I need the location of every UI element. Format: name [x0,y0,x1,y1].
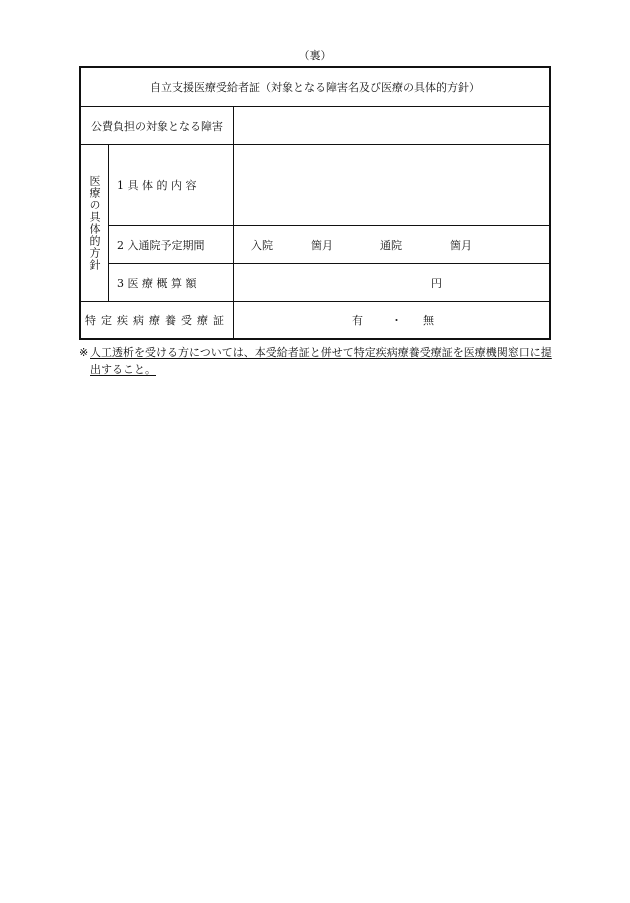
medical-plan-block [81,145,549,302]
certificate-form-table [79,66,551,340]
specified-disease-row [81,302,549,338]
form-title: 自立支援医療受給者証（対象となる障害名及び医療の具体的方針） [150,81,480,94]
option-yes[interactable]: 有 [352,314,363,327]
cost-unit: 円 [431,277,442,290]
plan-period-label: 2 入通院予定期間 [109,226,234,263]
plan-cost-field[interactable] [234,264,549,302]
specified-disease-label: 特定疾病療養受療証 [81,302,234,338]
inpatient-label: 入院 [251,238,273,252]
option-no[interactable]: 無 [423,314,434,327]
public-burden-field[interactable] [234,107,549,144]
plan-row-cost [109,264,549,302]
note-mark: ※ [79,346,89,359]
plan-row-content [109,145,549,226]
plan-content-label: 1 具 体 的 内 容 [109,145,234,225]
specified-disease-field [234,302,549,338]
plan-content-field[interactable] [234,145,549,225]
public-burden-row [81,107,549,145]
plan-row-period [109,226,549,264]
medical-plan-group-text: 医療の具体的方針 [88,175,101,271]
note-text: 人工透析を受ける方については、本受給者証と併せて特定疾病療養受療証を医療機関窓口に提出すること。 [90,346,552,376]
outpatient-label: 通院 [380,238,402,252]
form-title-row [81,68,549,107]
outpatient-unit: 箇月 [450,238,472,252]
option-separator: ・ [391,314,402,327]
page-side-label: （裏） [298,49,332,62]
public-burden-label: 公費負担の対象となる障害 [81,107,234,144]
plan-cost-label: 3 医 療 概 算 額 [109,264,234,302]
footnote [79,344,554,378]
inpatient-unit: 箇月 [311,238,333,252]
plan-period-field[interactable] [234,226,549,263]
medical-plan-group-label [81,145,109,301]
